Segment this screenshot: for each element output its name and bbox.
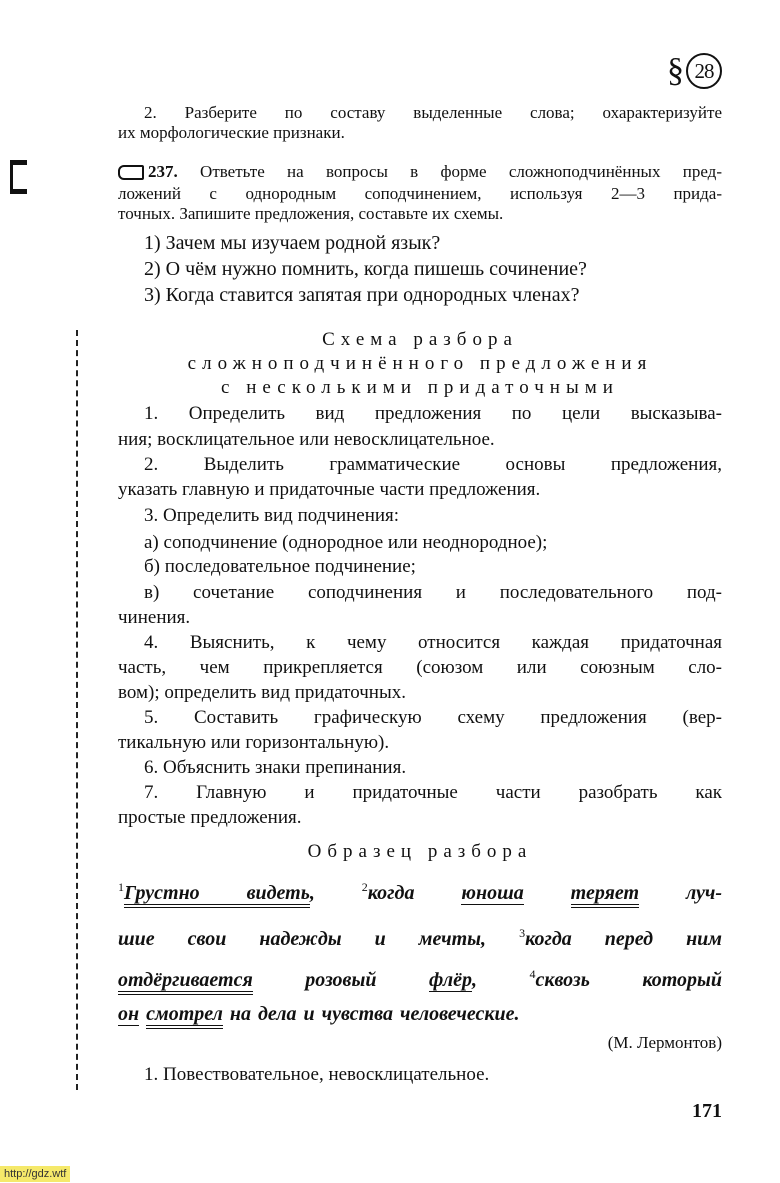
scheme-line: а) соподчинение (однородное или неоднородное); [144, 532, 548, 553]
question: 1) Зачем мы изучаем родной язык? [144, 232, 441, 254]
page-number: 171 [692, 1100, 722, 1122]
scheme-line: часть, чем прикрепляется (союзом или союзным сло- [118, 657, 722, 678]
scheme-line: 7. Главную и придаточные части разобрать как [144, 782, 722, 803]
section-number: 28 [686, 53, 722, 89]
scheme-line: указать главную и придаточные части предложения. [118, 479, 541, 500]
watermark-link[interactable]: http://gdz.wtf [0, 1166, 70, 1182]
sample-line: шие свои надежды и мечты, $^3$когда перед ним [118, 926, 723, 950]
scheme-line: 2. Выделить грамматические основы предложения, [144, 454, 722, 475]
scheme-line: в) сочетание соподчинения и последовательного под- [144, 582, 722, 603]
sample-line: отдёргивается розовый флёр, $^4$сквозь который [118, 969, 722, 991]
text-line: их морфологические признаки. [118, 123, 345, 142]
scheme-line: 3. Определить вид подчинения: [144, 505, 400, 526]
scheme-line: чинения. [118, 607, 191, 628]
scheme-line: 1. Определить вид предложения по цели высказыва- [144, 403, 722, 424]
question: 3) Когда ставится запятая при однородных членах? [144, 284, 580, 306]
pen-icon [118, 165, 144, 180]
sample-author: (М. Лермонтов) [607, 1033, 722, 1052]
section-marker [667, 52, 722, 90]
scheme-line: б) последовательное подчинение; [144, 556, 416, 577]
sample-title: Образец разбора [307, 841, 533, 862]
scheme-line: ния; восклицательное или невосклицательное. [118, 429, 495, 450]
scheme-line: тикальную или горизонтальную). [118, 732, 390, 753]
sample-answer: 1. Повествовательное, невосклицательное. [144, 1064, 490, 1085]
scheme-line: 6. Объяснить знаки препинания. [144, 757, 407, 778]
exercise-line: ложений с однородным соподчинением, используя 2—3 прида- [118, 184, 722, 203]
question: 2) О чём нужно помнить, когда пишешь сочинение? [144, 258, 587, 280]
sample-line: он смотрел на дела и чувства человеческие. [118, 1003, 722, 1025]
sample-line: $^1$Грустно видеть, $^2$когда юноша теряет луч- [118, 882, 722, 904]
scheme-line: 5. Составить графическую схему предложения (вер- [144, 707, 722, 728]
scheme-line: вом); определить вид придаточных. [118, 682, 406, 703]
section-symbol: § [667, 52, 684, 89]
scheme-line: 4. Выяснить, к чему относится каждая придаточная [144, 632, 722, 653]
scheme-line: простые предложения. [118, 807, 302, 828]
scheme-title: с несколькими придаточными [221, 377, 619, 398]
scheme-title: сложноподчинённого предложения [187, 353, 653, 374]
text-line: 2. Разберите по составу выделенные слова; охарактеризуйте [144, 103, 722, 122]
exercise-line: 237. Ответьте на вопросы в форме сложноподчинённых пред- [118, 161, 722, 183]
margin-bar [76, 330, 80, 1090]
margin-marker-icon [10, 160, 27, 194]
exercise-line: точных. Запишите предложения, составьте их схемы. [118, 204, 504, 223]
scheme-title: Схема разбора [322, 329, 518, 350]
